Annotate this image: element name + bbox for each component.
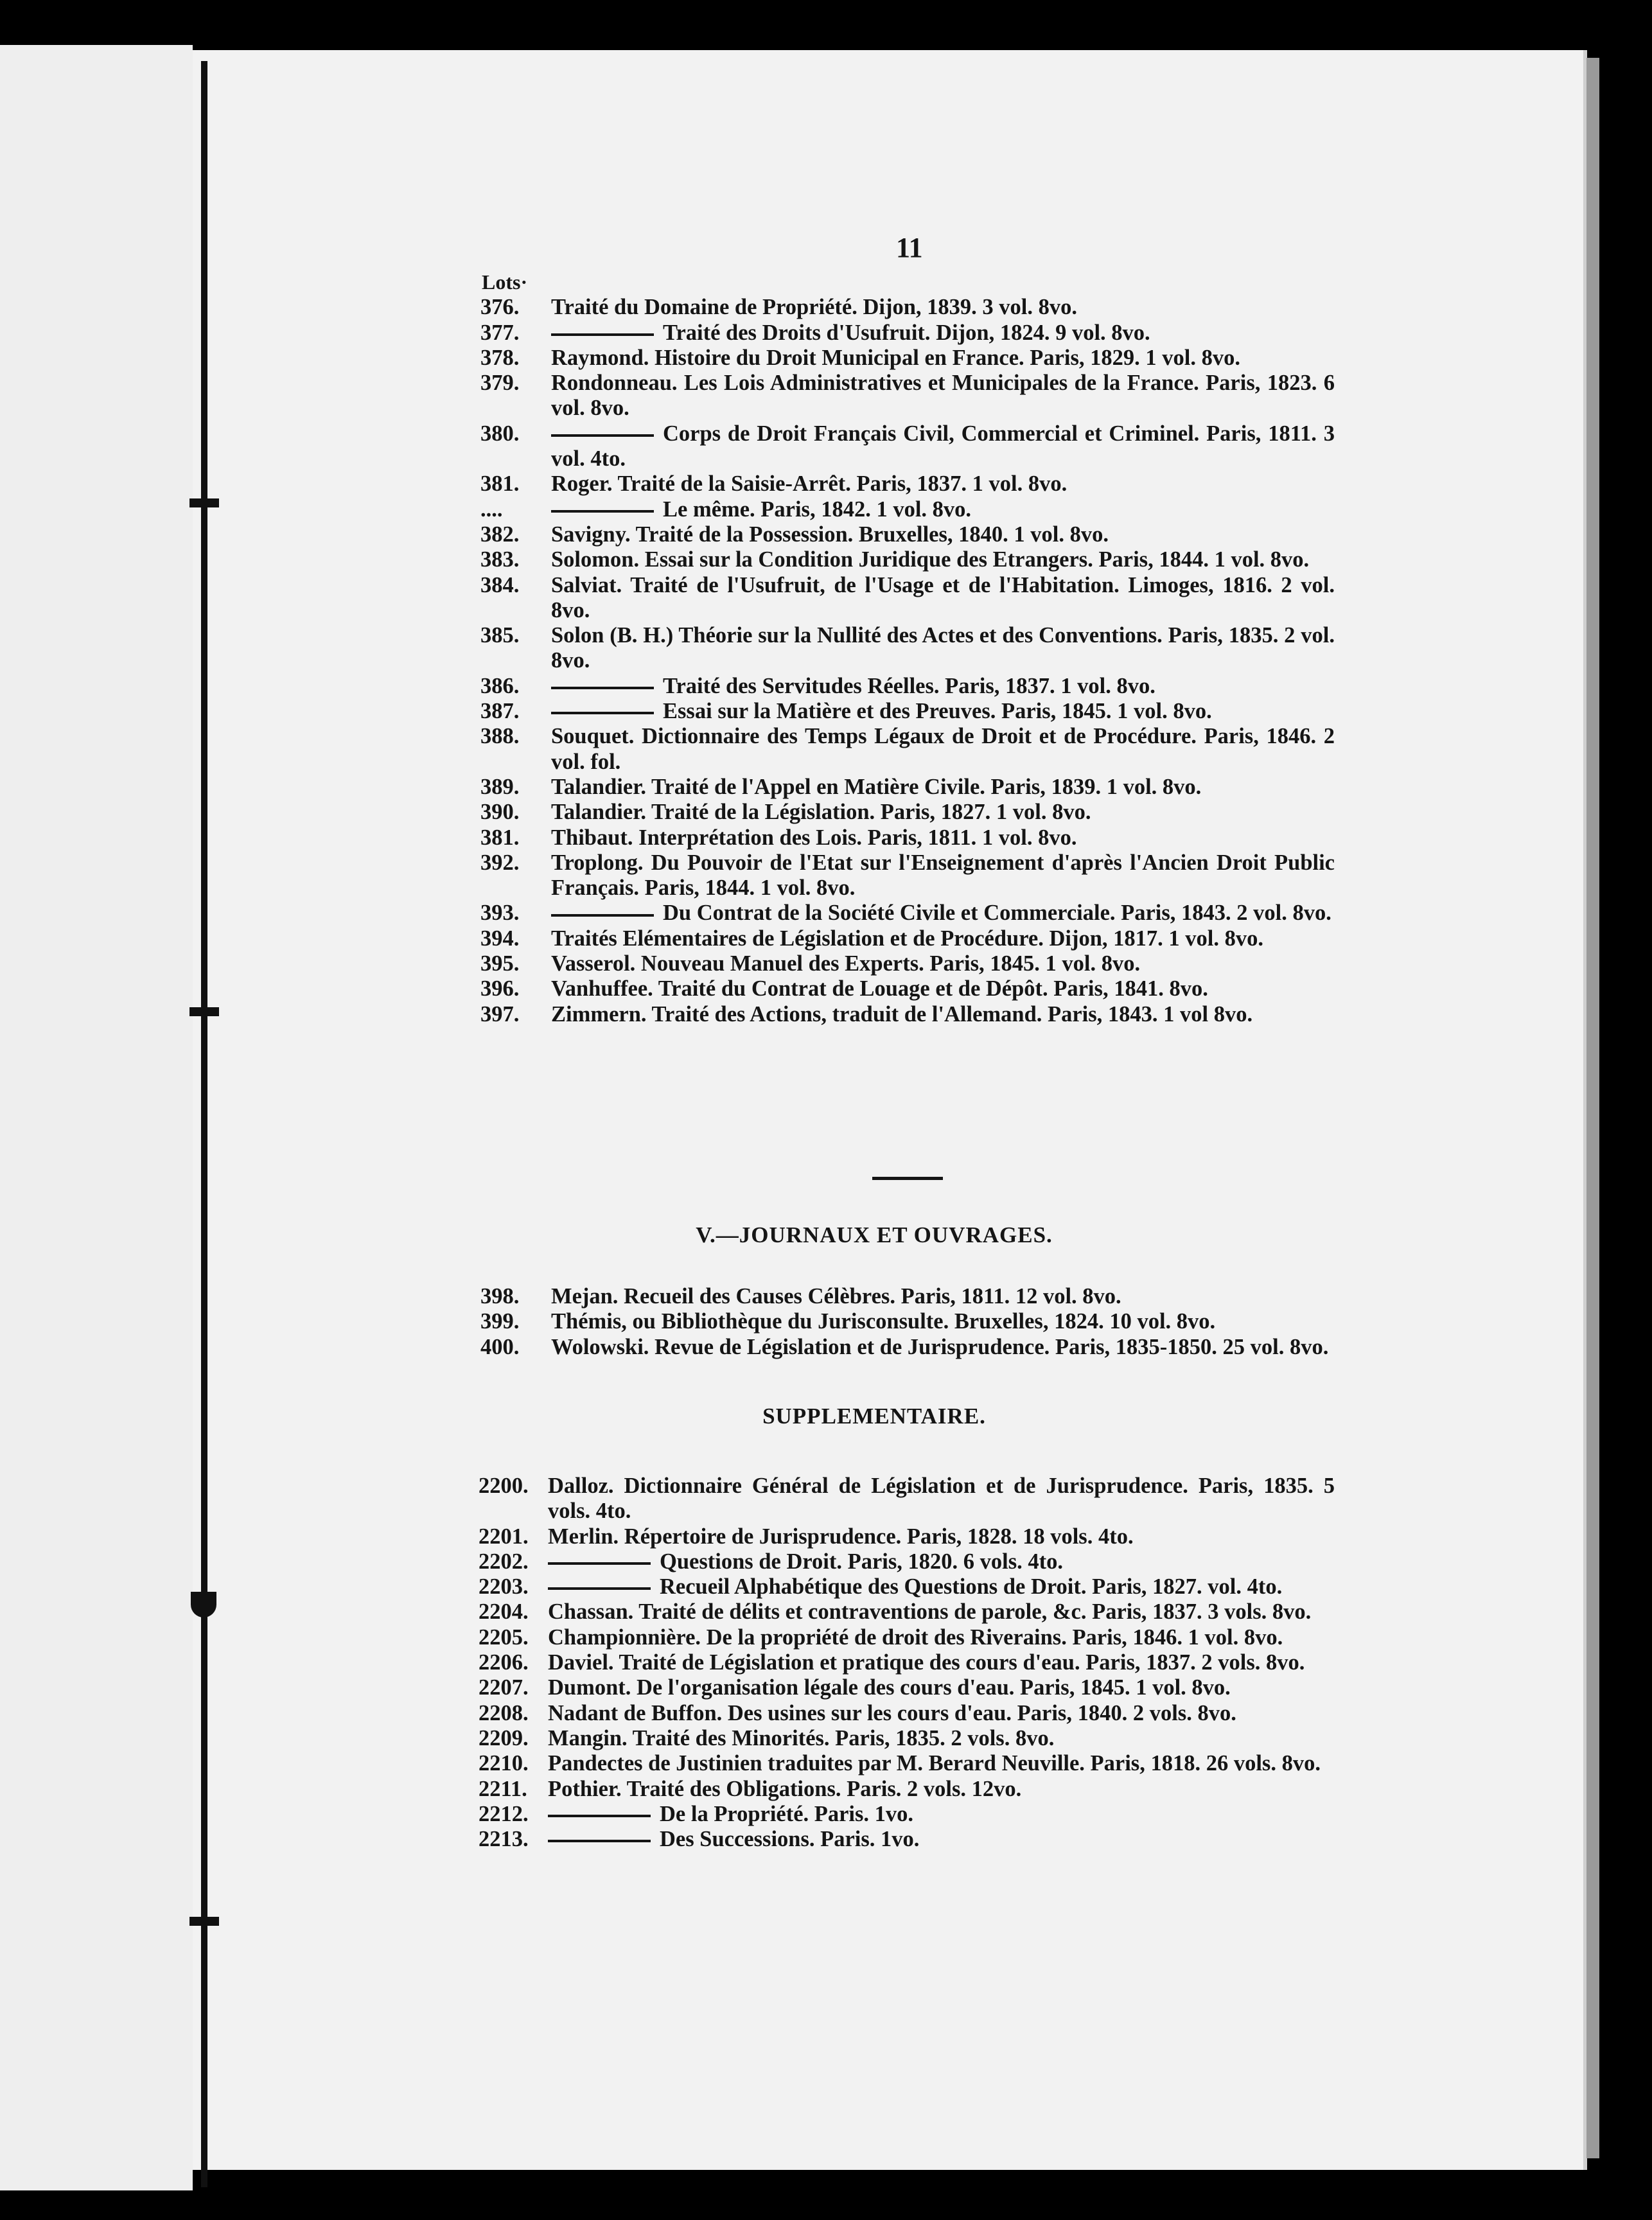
- entry-number: 399.: [480, 1309, 520, 1334]
- entry-description: Vanhuffee. Traité du Contrat de Louage et de Dépôt. Paris, 1841. 8vo.: [551, 976, 1208, 1001]
- entry-text: [548, 1777, 1335, 1802]
- lots-heading: Lots·: [482, 270, 528, 294]
- entry-number: 2205.: [479, 1625, 529, 1650]
- catalogue-entry: [480, 1701, 1335, 1726]
- entry-number: 2212.: [479, 1801, 529, 1826]
- entry-description: Traités Elémentaires de Législation et de Procédure. Dijon, 1817. 1 vol. 8vo.: [551, 926, 1263, 951]
- entry-text: [551, 471, 1335, 497]
- catalogue-entry: [480, 471, 1335, 497]
- entry-description: Questions de Droit. Paris, 1820. 6 vols. 4to.: [660, 1549, 1064, 1574]
- catalogue-entry: [480, 1675, 1335, 1700]
- ditto-dash: [548, 1562, 651, 1565]
- entry-number: 378.: [480, 345, 520, 370]
- entry-description: Raymond. Histoire du Droit Municipal en France. Paris, 1829. 1 vol. 8vo.: [551, 345, 1241, 370]
- catalogue-entry: [480, 497, 1335, 522]
- entry-description: Nadant de Buffon. Des usines sur les cours d'eau. Paris, 1840. 2 vols. 8vo.: [548, 1700, 1236, 1725]
- entry-description: Mejan. Recueil des Causes Célèbres. Paris, 1811. 12 vol. 8vo.: [551, 1284, 1121, 1308]
- catalogue-entry: [480, 522, 1335, 547]
- entry-number: 382.: [480, 522, 520, 547]
- entry-text: [551, 623, 1335, 674]
- entry-text: [551, 421, 1335, 472]
- entry-number: 400.: [480, 1334, 520, 1359]
- entry-number: 2203.: [479, 1574, 529, 1599]
- entry-text: [551, 371, 1335, 421]
- entry-description: Wolowski. Revue de Législation et de Jurisprudence. Paris, 1835-1850. 25 vol. 8vo.: [551, 1334, 1329, 1359]
- catalogue-entry: [480, 976, 1335, 1001]
- entry-number: 392.: [480, 850, 520, 875]
- entry-description: Vasserol. Nouveau Manuel des Experts. Paris, 1845. 1 vol. 8vo.: [551, 951, 1141, 976]
- catalogue-entry: [480, 1827, 1335, 1852]
- catalogue-entry: [480, 1549, 1335, 1574]
- entry-text: [548, 1474, 1335, 1524]
- ditto-dash: [548, 1587, 651, 1590]
- catalogue-entry: [480, 1599, 1335, 1625]
- entry-text: [551, 699, 1335, 724]
- entry-text: [551, 976, 1335, 1001]
- entry-description: Traité des Servitudes Réelles. Paris, 1837. 1 vol. 8vo.: [663, 673, 1156, 698]
- entry-text: [548, 1524, 1335, 1549]
- entry-number: 2201.: [479, 1524, 529, 1549]
- catalogue-entry: [480, 1309, 1335, 1334]
- entry-number: 397.: [480, 1001, 520, 1026]
- entry-description: Essai sur la Matière et des Preuves. Paris, 1845. 1 vol. 8vo.: [663, 699, 1212, 724]
- entry-description: Corps de Droit Français Civil, Commercial et Criminel. Paris, 1811. 3 vol. 4to.: [551, 421, 1335, 471]
- entry-text: [551, 674, 1335, 699]
- catalogue-entry: [480, 1777, 1335, 1802]
- catalogue-entry: [480, 371, 1335, 421]
- entry-text: [548, 1802, 1335, 1827]
- entry-description: Thémis, ou Bibliothèque du Jurisconsulte. Bruxelles, 1824. 10 vol. 8vo.: [551, 1309, 1216, 1334]
- ditto-dash: [551, 712, 654, 714]
- entry-number: 380.: [480, 421, 520, 446]
- page-edge-shadow: [1586, 58, 1599, 2158]
- entry-text: [551, 825, 1335, 850]
- entry-description: Le même. Paris, 1842. 1 vol. 8vo.: [663, 497, 972, 522]
- catalogue-entry: [480, 1524, 1335, 1549]
- catalogue-entry: [480, 1650, 1335, 1675]
- catalogue-entry: [480, 1002, 1335, 1027]
- entry-text: [548, 1650, 1335, 1675]
- entry-text: [548, 1549, 1335, 1574]
- entry-text: [551, 775, 1335, 800]
- entry-text: [551, 346, 1335, 371]
- entry-number: 395.: [480, 951, 520, 976]
- entry-number: ....: [480, 497, 503, 522]
- catalogue-entry: [480, 1625, 1335, 1650]
- ditto-dash: [548, 1840, 651, 1842]
- entry-text: [548, 1574, 1335, 1599]
- entry-number: 2209.: [479, 1725, 529, 1750]
- entry-text: [551, 1309, 1335, 1334]
- entry-text: [551, 321, 1335, 346]
- ditto-dash: [551, 333, 654, 336]
- entry-text: [551, 1002, 1335, 1027]
- catalogue-entry: [480, 800, 1335, 825]
- entry-number: 384.: [480, 572, 520, 597]
- catalogue-entry: [480, 1284, 1335, 1309]
- catalogue-entry: [480, 547, 1335, 572]
- entry-description: Solon (B. H.) Théorie sur la Nullité des Actes et des Conventions. Paris, 1835. 2 vol. 8vo.: [551, 623, 1335, 673]
- entry-text: [551, 497, 1335, 522]
- entry-text: [548, 1726, 1335, 1751]
- entry-number: 2200.: [479, 1474, 529, 1498]
- catalogue-entry: [480, 623, 1335, 674]
- catalogue-entry: [480, 1802, 1335, 1827]
- entry-description: Talandier. Traité de l'Appel en Matière Civile. Paris, 1839. 1 vol. 8vo.: [551, 774, 1202, 799]
- entry-number: 376.: [480, 295, 520, 320]
- lots-list: [480, 270, 1335, 1027]
- entry-description: Solomon. Essai sur la Condition Juridique des Etrangers. Paris, 1844. 1 vol. 8vo.: [551, 547, 1310, 572]
- entry-text: [551, 1284, 1335, 1309]
- entry-text: [551, 522, 1335, 547]
- entry-description: Merlin. Répertoire de Jurisprudence. Paris, 1828. 18 vols. 4to.: [548, 1524, 1134, 1549]
- ditto-dash: [551, 510, 654, 513]
- entry-number: 383.: [480, 547, 520, 572]
- entry-text: [551, 1335, 1335, 1360]
- entry-number: 2213.: [479, 1827, 529, 1852]
- binding-knot: [191, 1592, 216, 1617]
- entry-number: 388.: [480, 724, 520, 749]
- entry-description: Roger. Traité de la Saisie-Arrêt. Paris, 1837. 1 vol. 8vo.: [551, 471, 1068, 497]
- entry-description: Souquet. Dictionnaire des Temps Légaux de Droit et de Procédure. Paris, 1846. 2 vol. fol.: [551, 724, 1335, 774]
- entry-text: [548, 1827, 1335, 1852]
- entry-text: [551, 901, 1335, 926]
- ditto-dash: [551, 914, 654, 917]
- section-divider: [872, 1177, 943, 1180]
- journaux-list: [480, 1284, 1335, 1360]
- entry-description: Daviel. Traité de Législation et pratique des cours d'eau. Paris, 1837. 2 vols. 8vo.: [548, 1650, 1305, 1675]
- entry-text: [548, 1751, 1335, 1776]
- entry-description: Thibaut. Interprétation des Lois. Paris, 1811. 1 vol. 8vo.: [551, 825, 1077, 850]
- entry-number: 389.: [480, 774, 520, 799]
- entry-number: 381.: [480, 825, 520, 850]
- entry-description: Dalloz. Dictionnaire Général de Législation et de Jurisprudence. Paris, 1835. 5 vols. 4to.: [548, 1474, 1335, 1524]
- section-title-journaux: V.—JOURNAUX ET OUVRAGES.: [696, 1222, 1053, 1247]
- entry-number: 386.: [480, 673, 520, 698]
- entry-description: Chassan. Traité de délits et contraventions de parole, &c. Paris, 1837. 3 vols. 8vo.: [548, 1599, 1312, 1625]
- entry-text: [551, 724, 1335, 775]
- entry-number: 2211.: [479, 1776, 527, 1801]
- entry-number: 398.: [480, 1284, 520, 1308]
- ditto-dash: [551, 434, 654, 437]
- entry-description: Salviat. Traité de l'Usufruit, de l'Usage et de l'Habitation. Limoges, 1816. 2 vol. 8vo.: [551, 572, 1335, 622]
- entry-description: Troplong. Du Pouvoir de l'Etat sur l'Enseignement d'après l'Ancien Droit Public Français. Paris, 1844. 1 vol. 8vo.: [551, 850, 1335, 901]
- entry-number: 381.: [480, 471, 520, 497]
- entry-text: [548, 1625, 1335, 1650]
- catalogue-entry: [480, 926, 1335, 951]
- entry-text: [551, 573, 1335, 624]
- entry-description: Savigny. Traité de la Possession. Bruxelles, 1840. 1 vol. 8vo.: [551, 522, 1109, 547]
- catalogue-entry: [480, 295, 1335, 320]
- entry-number: 377.: [480, 320, 520, 345]
- entry-number: 387.: [480, 699, 520, 724]
- supplementaire-list: [480, 1474, 1335, 1852]
- entry-text: [551, 295, 1335, 320]
- catalogue-entry: [480, 775, 1335, 800]
- catalogue-entry: [480, 346, 1335, 371]
- entry-text: [551, 850, 1335, 901]
- entry-text: [548, 1599, 1335, 1625]
- binding-knot: [189, 1007, 219, 1016]
- entry-number: 2207.: [479, 1675, 529, 1700]
- catalogue-entry: [480, 1335, 1335, 1360]
- entry-number: 2204.: [479, 1599, 529, 1625]
- binding-knot: [189, 1917, 219, 1926]
- entry-description: Pandectes de Justinien traduites par M. Berard Neuville. Paris, 1818. 26 vols. 8vo.: [548, 1751, 1321, 1776]
- catalogue-entry: [480, 1751, 1335, 1776]
- catalogue-entry: [480, 573, 1335, 624]
- catalogue-entry: [480, 1726, 1335, 1751]
- catalogue-entry: [480, 901, 1335, 926]
- catalogue-entry: [480, 699, 1335, 724]
- entry-number: 2206.: [479, 1650, 529, 1675]
- catalogue-entry: [480, 421, 1335, 472]
- entry-description: Rondonneau. Les Lois Administratives et Municipales de la France. Paris, 1823. 6 vol. 8vo.: [551, 371, 1335, 421]
- entry-number: 379.: [480, 371, 520, 396]
- entry-number: 390.: [480, 800, 520, 825]
- entry-text: [551, 800, 1335, 825]
- ditto-dash: [551, 687, 654, 689]
- entry-description: De la Propriété. Paris. 1vo.: [660, 1801, 914, 1826]
- entry-description: Zimmern. Traité des Actions, traduit de l'Allemand. Paris, 1843. 1 vol 8vo.: [551, 1001, 1253, 1026]
- entry-description: Traité des Droits d'Usufruit. Dijon, 1824. 9 vol. 8vo.: [663, 320, 1150, 345]
- catalogue-entry: [480, 825, 1335, 850]
- binding-thread: [201, 61, 207, 2187]
- catalogue-entry: [480, 674, 1335, 699]
- entry-description: Dumont. De l'organisation légale des cours d'eau. Paris, 1845. 1 vol. 8vo.: [548, 1675, 1231, 1700]
- page-number: 11: [896, 232, 923, 263]
- catalogue-entry: [480, 951, 1335, 976]
- entry-number: 396.: [480, 976, 520, 1001]
- catalogue-entry: [480, 850, 1335, 901]
- entry-number: 2202.: [479, 1549, 529, 1574]
- entry-text: [551, 547, 1335, 572]
- entry-description: Championnière. De la propriété de droit des Riverains. Paris, 1846. 1 vol. 8vo.: [548, 1625, 1283, 1650]
- entry-text: [551, 951, 1335, 976]
- entry-description: Mangin. Traité des Minorités. Paris, 1835. 2 vols. 8vo.: [548, 1725, 1055, 1750]
- section-title-supplementaire: SUPPLEMENTAIRE.: [762, 1404, 986, 1429]
- entry-number: 2208.: [479, 1700, 529, 1725]
- entry-number: 2210.: [479, 1751, 529, 1776]
- ditto-dash: [548, 1815, 651, 1817]
- catalogue-entry: [480, 724, 1335, 775]
- entry-number: 393.: [480, 901, 520, 926]
- binding-knot: [189, 498, 219, 507]
- entry-text: [548, 1675, 1335, 1700]
- entry-description: Pothier. Traité des Obligations. Paris. 2 vols. 12vo.: [548, 1776, 1022, 1801]
- entry-description: Talandier. Traité de la Législation. Paris, 1827. 1 vol. 8vo.: [551, 800, 1091, 825]
- entry-text: [548, 1701, 1335, 1726]
- entry-number: 394.: [480, 926, 520, 951]
- entry-text: [551, 926, 1335, 951]
- catalogue-entry: [480, 1574, 1335, 1599]
- catalogue-entry: [480, 1474, 1335, 1524]
- facing-page-edge: [0, 45, 193, 2190]
- entry-number: 385.: [480, 623, 520, 648]
- entry-description: Recueil Alphabétique des Questions de Droit. Paris, 1827. vol. 4to.: [660, 1574, 1283, 1599]
- entry-description: Des Successions. Paris. 1vo.: [660, 1827, 920, 1852]
- entry-description: Du Contrat de la Société Civile et Commerciale. Paris, 1843. 2 vol. 8vo.: [663, 901, 1331, 926]
- catalogue-entry: [480, 321, 1335, 346]
- entry-description: Traité du Domaine de Propriété. Dijon, 1839. 3 vol. 8vo.: [551, 295, 1077, 320]
